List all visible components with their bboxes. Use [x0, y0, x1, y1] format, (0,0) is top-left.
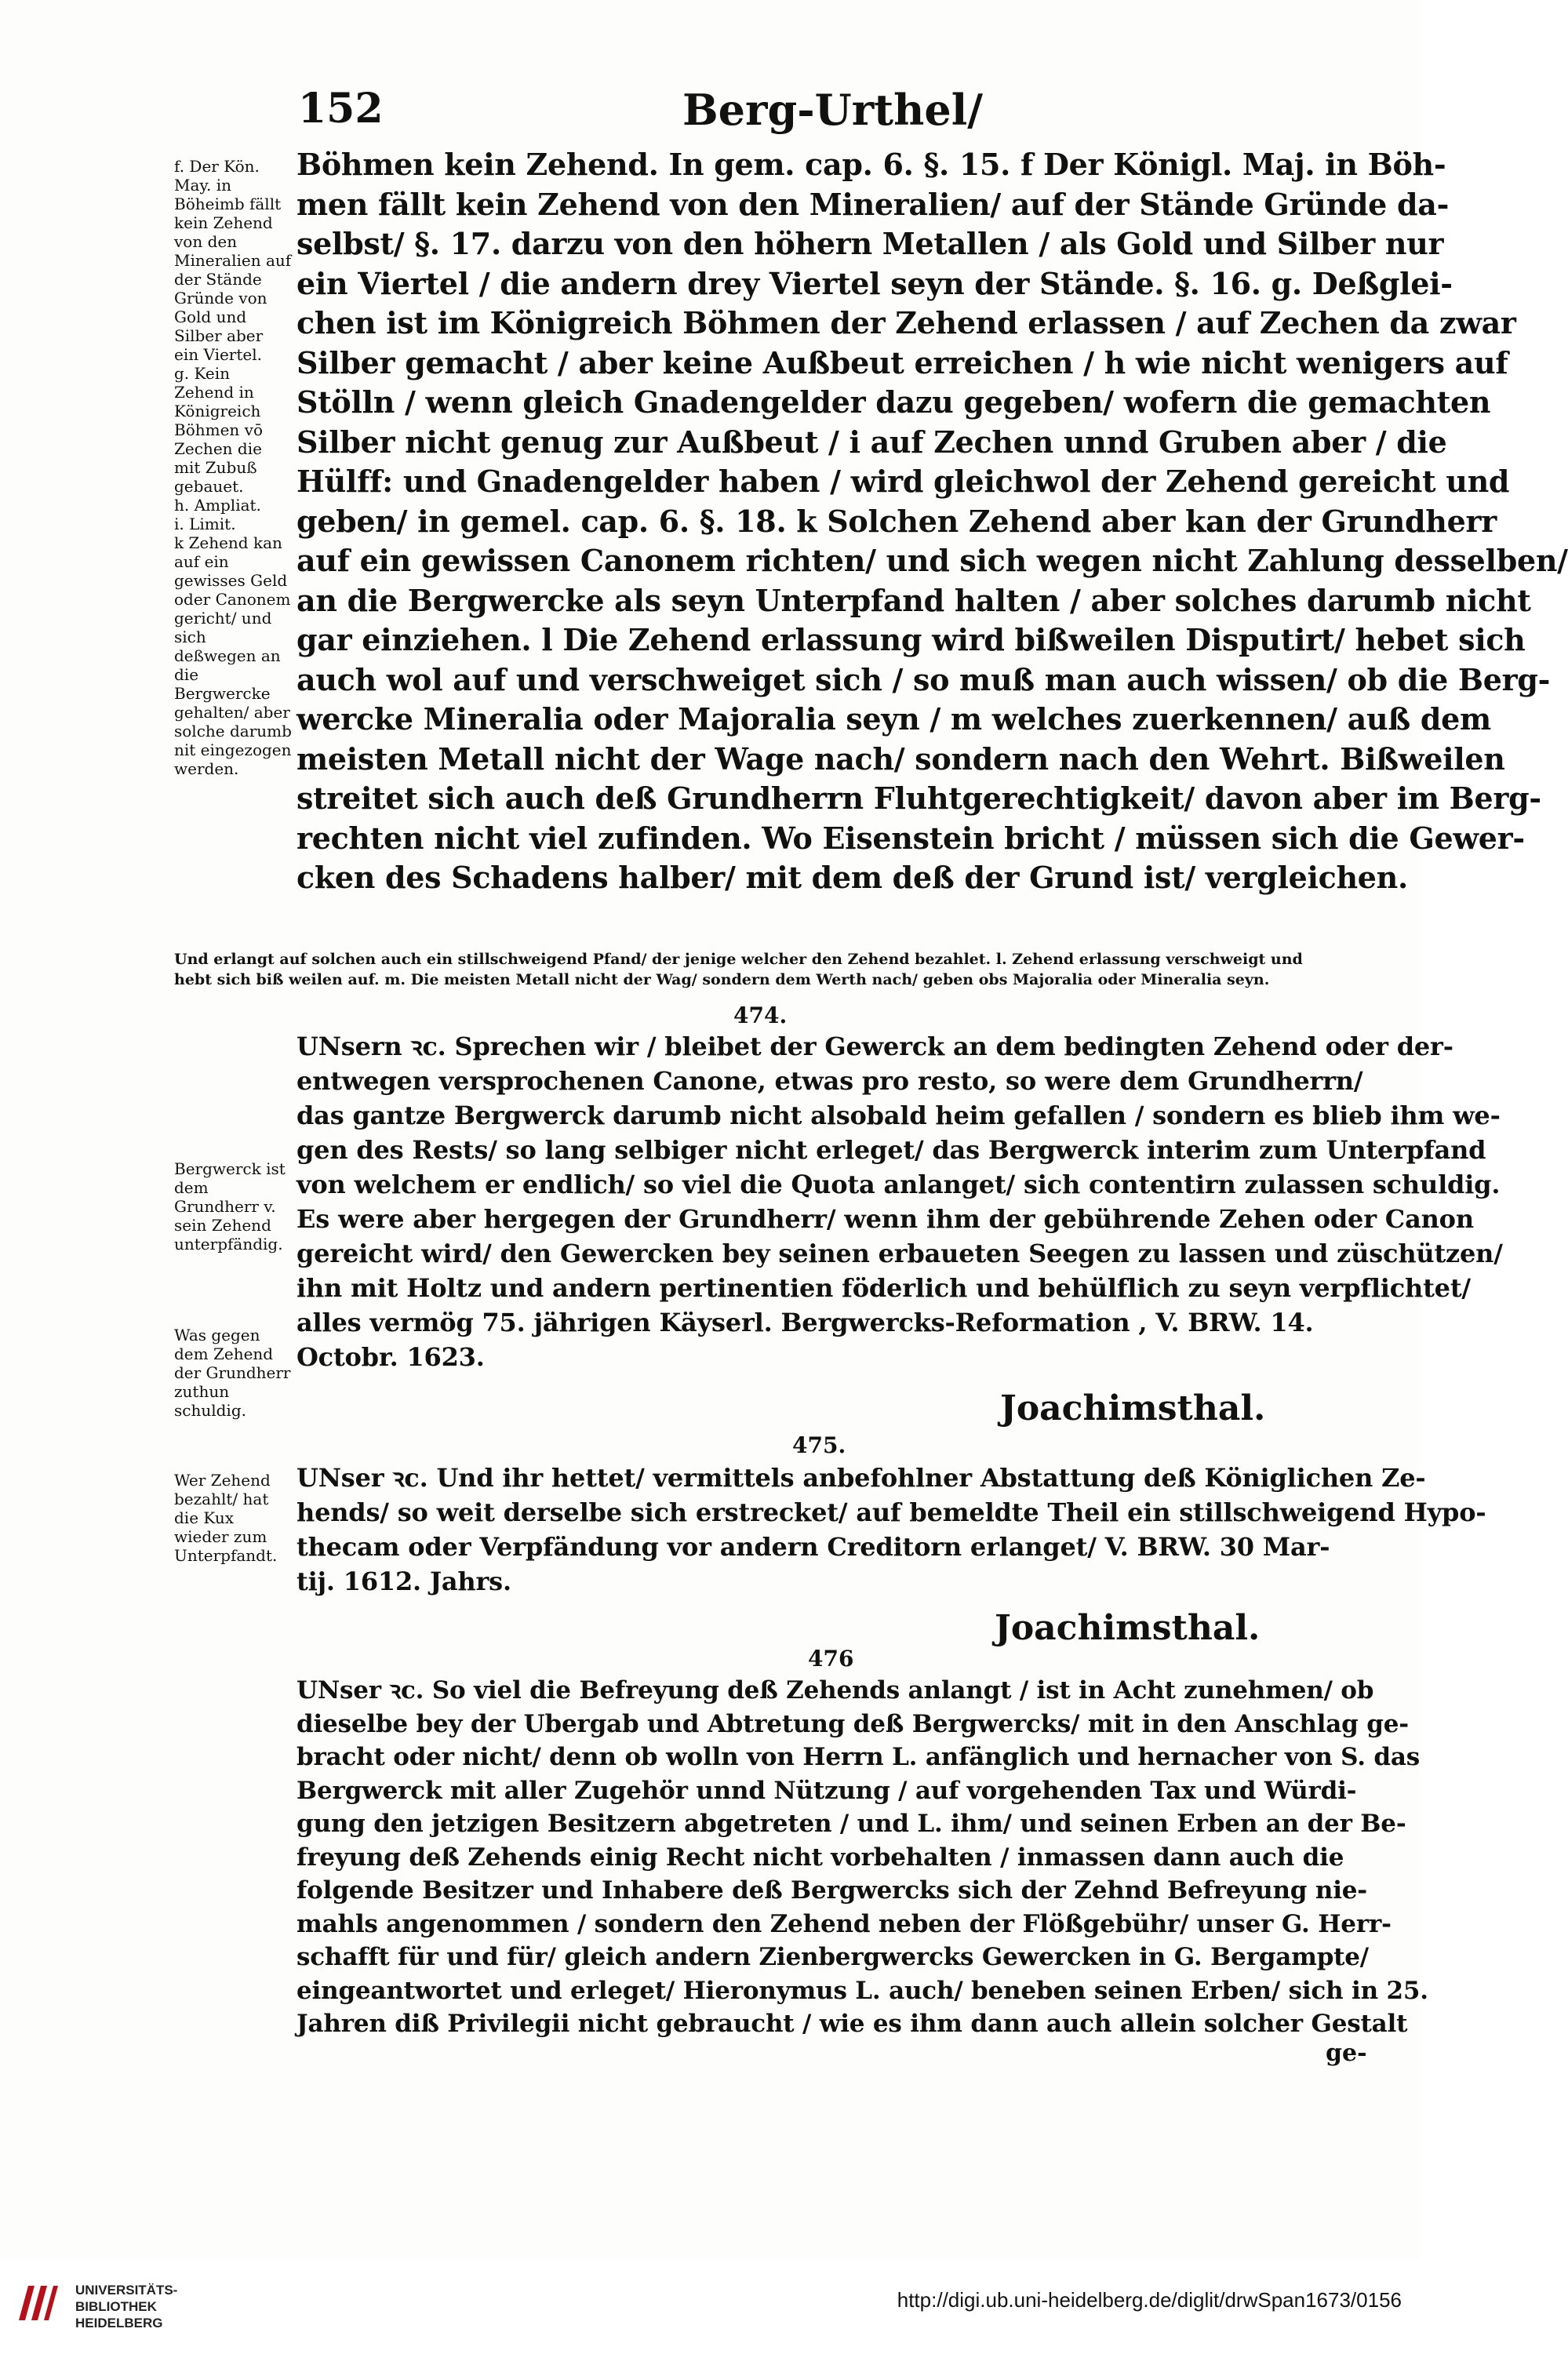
section-476-text: [297, 1674, 1428, 2041]
margin-note: g. Kein Zehend in Königreich Böhmen vō Zechen die mit Zubuß gebauet.: [174, 364, 263, 496]
text-line: freyung deß Zehends einig Recht nicht vorbehalten / inmassen dann auch die: [297, 1843, 1344, 1872]
text-line: men fällt kein Zehend von den Mineralien/ auf der Stände Gründe da-: [297, 186, 1450, 222]
text-line: auch wol auf und verschweiget sich / so muß man auch wissen/ ob die Berg-: [297, 661, 1551, 697]
text-line: eingeantwortet und erleget/ Hieronymus L. auch/ beneben seinen Erben/ sich in 25.: [297, 1976, 1428, 2005]
text-line: selbst/ §. 17. darzu von den höhern Metallen / als Gold und Silber nur: [297, 226, 1444, 261]
text-line: bracht oder nicht/ denn ob wolln von Herrn L. anfänglich und hernacher von S. das: [297, 1743, 1421, 1771]
catchword: ge-: [1326, 2039, 1367, 2067]
text-line: ihn mit Holtz und andern pertinentien föderlich und behülflich zu seyn verpflichtet/: [297, 1273, 1471, 1303]
text-line: UNsern ꝛc. Sprechen wir / bleibet der Gewerck an dem bedingten Zehend oder der-: [297, 1032, 1453, 1061]
section-number: 474.: [733, 1002, 788, 1028]
text-line: cken des Schadens halber/ mit dem deß der Grund ist/ vergleichen.: [297, 860, 1408, 895]
text-line: wercke Mineralia oder Majoralia seyn / m welches zuerkennen/ auß dem: [297, 701, 1491, 737]
text-line: dieselbe bey der Ubergab und Abtretung deß Bergwercks/ mit in den Anschlag ge-: [297, 1709, 1409, 1738]
library-name-line: UNIVERSITÄTS-: [75, 2283, 178, 2298]
text-line: rechten nicht viel zufinden. Wo Eisenstein bricht / müssen sich die Gewer-: [297, 820, 1525, 856]
margin-note: h. Ampliat.: [174, 496, 261, 515]
text-line: Hülff: und Gnadengelder haben / wird gleichwol der Zehend gereicht und: [297, 464, 1510, 499]
text-line: gung den jetzigen Besitzern abgetreten / und L. ihm/ und seinen Erben an der Be-: [297, 1810, 1406, 1838]
place-heading: Joachimsthal.: [1000, 1388, 1266, 1428]
text-line: thecam oder Verpfändung vor andern Creditorn erlanget/ V. BRW. 30 Mar-: [297, 1532, 1330, 1562]
section-number: 476: [808, 1646, 854, 1672]
text-line: meisten Metall nicht der Wage nach/ sondern nach den Wehrt. Bißweilen: [297, 740, 1505, 777]
text-line: gar einziehen. l Die Zehend erlassung wird bißweilen Disputirt/ hebet sich: [297, 622, 1526, 657]
text-line: Bergwerck mit aller Zugehör unnd Nützung / auf vorgehenden Tax und Würdi-: [297, 1776, 1357, 1805]
text-line: schafft für und für/ gleich andern Zienbergwercks Gewercken in G. Bergampte/: [297, 1943, 1369, 1971]
text-line: mahls angenommen / sondern den Zehend neben der Flößgebühr/ unser G. Herr-: [297, 1909, 1392, 1938]
text-line: das gantze Bergwerck darumb nicht alsobald heim gefallen / sondern es blieb ihm we-: [297, 1101, 1501, 1130]
text-line: chen ist im Königreich Böhmen der Zehend erlassen / auf Zechen da zwar: [297, 305, 1516, 340]
text-line: streitet sich auch deß Grundherrn Fluhtgerechtigkeit/ davon aber im Berg-: [297, 780, 1541, 816]
text-line: ein Viertel / die andern drey Viertel seyn der Stände. §. 16. g. Deßglei-: [297, 265, 1453, 301]
section-473-text: [297, 145, 1568, 898]
footnote-line: hebt sich biß weilen auf. m. Die meisten Metall nicht der Wag/ sondern dem Werth nach/ geben obs Majoralia oder Mineralia seyn.: [174, 971, 1270, 988]
library-name-line: BIBLIOTHEK: [75, 2299, 157, 2314]
page-number: 152: [298, 85, 384, 133]
source-url-link[interactable]: http://digi.ub.uni-heidelberg.de/diglit/drwSpan1673/0156: [897, 2288, 1402, 2312]
text-line: gereicht wird/ den Gewercken bey seinen erbaueten Seegen zu lassen und züschützen/: [297, 1239, 1503, 1268]
text-line: alles vermög 75. jährigen Käyserl. Bergwercks-Reformation , V. BRW. 14.: [297, 1308, 1314, 1337]
margin-note-block-1: [174, 157, 292, 778]
margin-note: Was gegen dem Zehend der Grundherr zuthun schuldig.: [174, 1326, 291, 1420]
text-line: gen des Rests/ so lang selbiger nicht erleget/ das Bergwerck interim zum Unterpfand: [297, 1135, 1486, 1165]
text-line: von welchem er endlich/ so viel die Quota anlanget/ sich contentirn zulassen schuldig.: [297, 1170, 1501, 1199]
section-475-text: [297, 1461, 1486, 1599]
text-line: UNser ꝛc. So viel die Befreyung deß Zehends anlangt / ist in Acht zunehmen/ ob: [297, 1676, 1374, 1705]
text-line: Stölln / wenn gleich Gnadengelder dazu gegeben/ wofern die gemachten: [297, 384, 1491, 420]
place-heading: Joachimsthal.: [995, 1608, 1261, 1648]
text-line: Jahren diß Privilegii nicht gebraucht / wie es ihm dann auch allein solcher Gestalt: [297, 2010, 1408, 2038]
library-name: [75, 2282, 177, 2331]
text-line: UNser ꝛc. Und ihr hettet/ vermittels anbefohlner Abstattung deß Königlichen Ze-: [297, 1463, 1426, 1493]
margin-note: f. Der Kön. May. in Böheimb fällt kein Zehend von den Mineralien auf der Stände Gründe von Gold und Silber aber ein Viertel.: [174, 157, 292, 364]
text-line: tij. 1612. Jahrs.: [297, 1566, 511, 1596]
text-line: folgende Besitzer und Inhabere deß Bergwercks sich der Zehnd Befreyung nie-: [297, 1876, 1367, 1905]
text-line: Silber gemacht / aber keine Außbeut erreichen / h wie nicht wenigers auf: [297, 344, 1508, 380]
margin-note-block-3: [174, 1326, 292, 1420]
margin-note: i. Limit.: [174, 515, 236, 533]
footnote-line: Und erlangt auf solchen auch ein stillschweigend Pfand/ der jenige welcher den Zehend bezahlet. l. Zehend erlassung verschweigt und: [174, 951, 1303, 968]
text-line: Octobr. 1623.: [297, 1342, 485, 1372]
text-line: Silber nicht genug zur Außbeut / i auf Zechen unnd Gruben aber / die: [297, 424, 1447, 460]
running-title: Berg-Urthel/: [682, 85, 983, 135]
footnotes: [174, 949, 1367, 990]
text-line: hends/ so weit derselbe sich erstrecket/ auf bemeldte Theil ein stillschweigend Hypo-: [297, 1497, 1486, 1527]
page-header: [298, 85, 1365, 140]
text-line: auf ein gewissen Canonem richten/ und sich wegen nicht Zahlung desselben/: [297, 543, 1568, 578]
library-name-line: HEIDELBERG: [75, 2316, 163, 2330]
text-line: Böhmen kein Zehend. In gem. cap. 6. §. 15. f Der Königl. Maj. in Böh-: [297, 147, 1446, 182]
margin-note-block-4: [174, 1471, 292, 1565]
margin-note: Bergwerck ist dem Grundherr v. sein Zehend unterpfändig.: [174, 1159, 286, 1253]
text-line: entwegen versprochenen Canone, etwas pro resto, so were dem Grundherrn/: [297, 1066, 1363, 1096]
section-474-text: [297, 1029, 1503, 1374]
margin-note-block-2: [174, 1159, 292, 1253]
margin-note: k Zehend kan auf ein gewisses Geld oder Canonem gericht/ und sich deßwegen an die Bergwercke gehalten/ aber solche darumb nit eingezogen werden.: [174, 533, 292, 778]
library-logo-icon: [14, 2279, 61, 2327]
text-line: an die Bergwercke als seyn Unterpfand halten / aber solches darumb nicht: [297, 582, 1531, 618]
text-line: geben/ in gemel. cap. 6. §. 18. k Solchen Zehend aber kan der Grundherr: [297, 503, 1497, 539]
text-line: Es were aber hergegen der Grundherr/ wenn ihm der gebührende Zehen oder Canon: [297, 1204, 1474, 1234]
section-number: 475.: [792, 1432, 846, 1458]
margin-note: Wer Zehend bezahlt/ hat die Kux wieder zum Unterpfandt.: [174, 1471, 278, 1565]
